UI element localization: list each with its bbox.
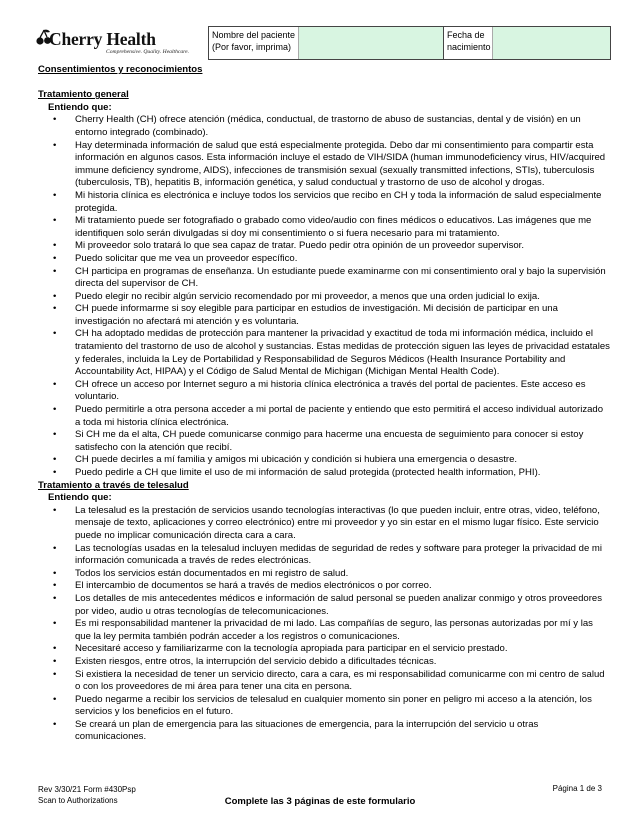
patient-name-label-line1: Nombre del paciente bbox=[212, 30, 296, 40]
footer-page-number: Página 1 de 3 bbox=[552, 784, 602, 793]
section-title-general: Tratamiento general bbox=[38, 89, 129, 101]
list-item: • Puedo permitirle a otra persona acceder a mi portal de paciente y entiendo que esto permitirá el acceso individual autorizado a toda mi historia clínica electrónica. bbox=[38, 404, 610, 429]
list-item: • Hay determinada información de salud que está especialmente protegida. Debo dar mi consentimiento para compartir esta información en algunos casos. Esta información incluye el estado de VIH/SIDA (human immunodeficiency virus, HIV/acquired immune deficiency syndrome, AIDS), infecciones de transmisión sexual (sexually transmitted infections, STIs), tuberculosis (tuberculosis, TB), hepatitis B, información genética, y salud conductual y trastorno de uso de alcohol y drogas. bbox=[38, 140, 610, 190]
list-item: • CH participa en programas de enseñanza. Un estudiante puede examinarme con mi consentimiento oral y bajo la supervisión directa del supervisor de CH. bbox=[38, 266, 610, 291]
dob-label-line1: Fecha de bbox=[447, 30, 485, 40]
list-item: • Si CH me da el alta, CH puede comunicarse conmigo para hacerme una encuesta de seguimiento para conocer si estoy satisfecho con la atención que recibí. bbox=[38, 429, 610, 454]
footer-scan-note: Scan to Authorizations bbox=[38, 796, 118, 805]
section-intro-telehealth: Entiendo que: bbox=[48, 492, 112, 504]
general-treatment-list bbox=[38, 114, 610, 479]
list-item: • Puedo negarme a recibir los servicios de telesalud en cualquier momento sin poner en peligro mi acceso a la atención, los servicios y los beneficios en el futuro. bbox=[38, 694, 610, 719]
list-item: • Todos los servicios están documentados en mi registro de salud. bbox=[38, 568, 610, 581]
patient-name-label bbox=[209, 27, 299, 59]
list-item: • Puedo solicitar que me vea un proveedor específico. bbox=[38, 253, 610, 266]
document-body bbox=[38, 64, 610, 744]
list-item: • La telesalud es la prestación de servicios usando tecnologías interactivas (lo que pueden incluir, entre otras, video, teléfono, mensaje de texto, aplicaciones y correo electrónico) entre mi proveedor y yo sin estar en el mismo lugar físico. Este servicio puede no implicar comunicación directa cara a cara. bbox=[38, 505, 610, 543]
patient-name-input[interactable] bbox=[299, 27, 444, 59]
form-header bbox=[36, 26, 612, 60]
list-item: • Existen riesgos, entre otros, la interrupción del servicio debido a dificultades técnicas. bbox=[38, 656, 610, 669]
list-item: • CH puede informarme si soy elegible para participar en estudios de investigación. Mi decisión de participar en una investigación no afectará mi atención y es voluntaria. bbox=[38, 303, 610, 328]
document-title: Consentimientos y reconocimientos bbox=[38, 64, 203, 75]
list-item: • CH ha adoptado medidas de protección para mantener la privacidad y exactitud de toda mi información médica, incluido el tratamiento del trastorno de uso de alcohol y sustancias. Estas medidas de protección siguen las leyes de privacidad estatales y federales, incluida la Ley de Portabilidad y Responsabilidad de Seguros Médicos (Health Insurance Portability and Accountability Act, HIPAA) y el Código de Salud Mental de Michigan (Michigan Mental Health Code). bbox=[38, 328, 610, 378]
list-item: • CH puede decirles a mí familia y amigos mi ubicación y condición si hubiera una emergencia o desastre. bbox=[38, 454, 610, 467]
footer-complete-note: Complete las 3 páginas de este formulario bbox=[224, 796, 416, 807]
list-item: • Las tecnologías usadas en la telesalud incluyen medidas de seguridad de redes y software para proteger la privacidad de mi información comunicada a través de redes electrónicas. bbox=[38, 543, 610, 568]
telehealth-list bbox=[38, 505, 610, 744]
list-item: • Mi historia clínica es electrónica e incluye todos los servicios que recibo en CH y toda la información de salud especialmente protegida. bbox=[38, 190, 610, 215]
logo-name: Cherry Health bbox=[49, 29, 156, 49]
cherry-health-logo bbox=[36, 26, 206, 60]
list-item: • Los detalles de mis antecedentes médicos e información de salud personal se pueden analizar conmigo y otros proveedores por video, audio u otras tecnologías de telecomunicaciones. bbox=[38, 593, 610, 618]
dob-input[interactable] bbox=[493, 27, 610, 59]
list-item: • Puedo elegir no recibir algún servicio recomendado por mi proveedor, a menos que una orden judicial lo exija. bbox=[38, 291, 610, 304]
section-title-telehealth: Tratamiento a través de telesalud bbox=[38, 479, 189, 491]
list-item: • Si existiera la necesidad de tener un servicio directo, cara a cara, es mi responsabilidad comunicarme con mi centro de salud o con los proveedores de mi área para tener una cita en persona. bbox=[38, 669, 610, 694]
list-item: • Es mi responsabilidad mantener la privacidad de mi lado. Las compañías de seguro, las personas autorizadas por mí y las que la ley permita también podrán acceder a los registros o comunicaciones. bbox=[38, 618, 610, 643]
list-item: • El intercambio de documentos se hará a través de medios electrónicos o por correo. bbox=[38, 580, 610, 593]
list-item: • Mi tratamiento puede ser fotografiado o grabado como video/audio con fines médicos o educativos. Las imágenes que me identifiquen solo serán divulgadas si doy mi consentimiento o si fuera necesario para mi tratamiento. bbox=[38, 215, 610, 240]
list-item: • Mi proveedor solo tratará lo que sea capaz de tratar. Puedo pedir otra opinión de un proveedor supervisor. bbox=[38, 240, 610, 253]
list-item: • CH ofrece un acceso por Internet seguro a mi historia clínica electrónica a través del portal de pacientes. Este acceso es voluntario. bbox=[38, 379, 610, 404]
footer-revision: Rev 3/30/21 Form #430Psp bbox=[38, 785, 136, 794]
logo-tagline: Comprehensive. Quality. Healthcare. bbox=[106, 49, 190, 55]
patient-name-label-line2: (Por favor, imprima) bbox=[212, 41, 292, 52]
patient-info-fields bbox=[208, 26, 611, 60]
list-item: • Cherry Health (CH) ofrece atención (médica, conductual, de trastorno de abuso de sustancias, dental y de visión) en un entorno integrado (combinado). bbox=[38, 114, 610, 139]
dob-label-line2: nacimiento bbox=[447, 41, 491, 52]
section-intro-general: Entiendo que: bbox=[48, 101, 112, 113]
list-item: • Necesitaré acceso y familiarizarme con la tecnología apropiada para participar en el servicio prestado. bbox=[38, 643, 610, 656]
list-item: • Se creará un plan de emergencia para las situaciones de emergencia, para la interrupción del servicio u otras comunicaciones. bbox=[38, 719, 610, 744]
dob-label bbox=[444, 27, 493, 59]
list-item: • Puedo pedirle a CH que limite el uso de mi información de salud protegida (protected health information, PHI). bbox=[38, 467, 610, 480]
